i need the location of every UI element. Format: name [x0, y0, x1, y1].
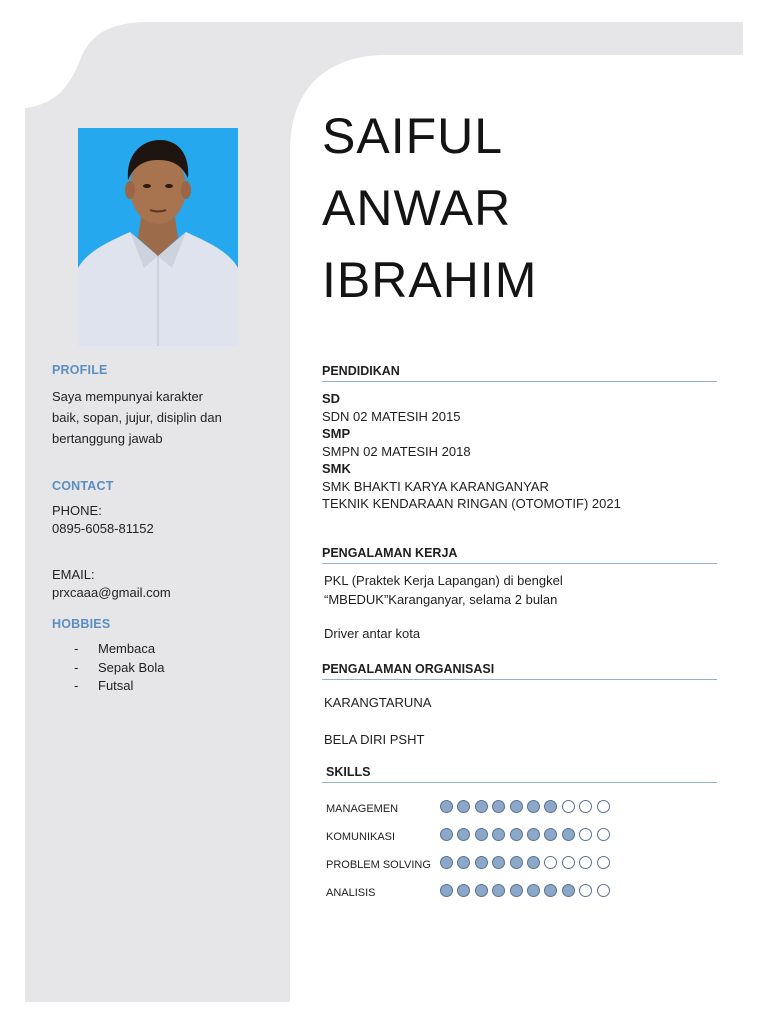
list-item: - Membaca: [74, 640, 165, 659]
hobbies-heading: HOBBIES: [52, 617, 111, 631]
experience-line: “MBEDUK”Karanganyar, selama 2 bulan: [324, 591, 558, 607]
rating-dot-empty: [597, 884, 610, 897]
education-level: SMK: [322, 461, 351, 476]
skill-label: ANALISIS: [326, 887, 376, 899]
rating-dot-filled: [457, 800, 470, 813]
phone-number: 0895-6058-81152: [52, 521, 154, 536]
rating-dot-empty: [562, 800, 575, 813]
rating-dot-filled: [475, 856, 488, 869]
email-label: EMAIL:: [52, 567, 95, 582]
rating-dot-filled: [527, 856, 540, 869]
rating-dot-filled: [457, 828, 470, 841]
rating-dot-filled: [562, 828, 575, 841]
rating-dot-filled: [440, 828, 453, 841]
rating-dot-filled: [510, 884, 523, 897]
organization-item: KARANGTARUNA: [324, 695, 432, 710]
rating-dot-empty: [562, 856, 575, 869]
profile-line: bertanggung jawab: [52, 431, 163, 446]
person-name: [322, 100, 742, 316]
skill-label: PROBLEM SOLVING: [326, 859, 431, 871]
name-line: IBRAHIM: [322, 252, 538, 308]
contact-heading: CONTACT: [52, 479, 114, 493]
skill-row: [326, 856, 636, 878]
phone-block: [52, 502, 154, 538]
organization-item: BELA DIRI PSHT: [324, 732, 425, 747]
education-school: SMK BHAKTI KARYA KARANGANYAR: [322, 478, 549, 494]
profile-line: Saya mempunyai karakter: [52, 389, 204, 404]
hobby-label: Membaca: [98, 641, 156, 656]
profile-line: baik, sopan, jujur, disiplin dan: [52, 410, 222, 425]
education-heading: PENDIDIKAN: [322, 364, 717, 382]
education-school: SMPN 02 MATESIH 2018: [322, 443, 471, 459]
rating-dot-filled: [440, 800, 453, 813]
rating-dot-filled: [527, 884, 540, 897]
skill-label: KOMUNIKASI: [326, 831, 396, 843]
skill-rating: [440, 856, 614, 869]
rating-dot-filled: [544, 884, 557, 897]
rating-dot-filled: [492, 856, 505, 869]
rating-dot-empty: [579, 856, 592, 869]
rating-dot-filled: [440, 884, 453, 897]
rating-dot-empty: [597, 856, 610, 869]
rating-dot-filled: [510, 856, 523, 869]
education-school: SDN 02 MATESIH 2015: [322, 408, 461, 424]
rating-dot-filled: [457, 856, 470, 869]
rating-dot-filled: [475, 828, 488, 841]
skill-row: [326, 828, 636, 850]
education-level: SD: [322, 391, 341, 406]
profile-heading: PROFILE: [52, 363, 108, 377]
name-line: SAIFUL: [322, 108, 504, 164]
rating-dot-filled: [510, 800, 523, 813]
rating-dot-filled: [544, 828, 557, 841]
rating-dot-filled: [492, 800, 505, 813]
profile-text: [52, 386, 222, 449]
education-level: SMP: [322, 426, 351, 441]
rating-dot-empty: [579, 884, 592, 897]
skill-rating: [440, 800, 614, 813]
email-address: prxcaaa@gmail.com: [52, 585, 171, 600]
rating-dot-empty: [544, 856, 557, 869]
rating-dot-filled: [475, 884, 488, 897]
rating-dot-filled: [527, 828, 540, 841]
phone-label: PHONE:: [52, 503, 102, 518]
hobby-label: Sepak Bola: [98, 659, 165, 675]
rating-dot-filled: [457, 884, 470, 897]
list-item: - Sepak Bola: [74, 659, 165, 678]
skill-row: [326, 800, 636, 822]
rating-dot-empty: [597, 800, 610, 813]
rating-dot-filled: [492, 828, 505, 841]
name-line: ANWAR: [322, 180, 512, 236]
rating-dot-filled: [475, 800, 488, 813]
education-list: [322, 390, 621, 513]
experience-text: [324, 572, 563, 609]
rating-dot-filled: [544, 800, 557, 813]
experience-heading: PENGALAMAN KERJA: [322, 546, 717, 564]
rating-dot-filled: [527, 800, 540, 813]
email-block: [52, 566, 171, 602]
list-item: - Futsal: [74, 677, 165, 696]
rating-dot-empty: [579, 800, 592, 813]
skills-heading: SKILLS: [322, 765, 717, 783]
experience-line: PKL (Praktek Kerja Lapangan) di bengkel: [324, 573, 563, 588]
organization-heading: PENGALAMAN ORGANISASI: [322, 662, 717, 680]
rating-dot-empty: [579, 828, 592, 841]
rating-dot-filled: [440, 856, 453, 869]
rating-dot-filled: [562, 884, 575, 897]
skill-rating: [440, 828, 614, 841]
skill-row: [326, 884, 636, 906]
skill-rating: [440, 884, 614, 897]
profile-photo: [78, 128, 238, 346]
education-major: TEKNIK KENDARAAN RINGAN (OTOMOTIF) 2021: [322, 496, 621, 511]
hobby-label: Futsal: [98, 678, 134, 693]
rating-dot-empty: [597, 828, 610, 841]
skill-label: MANAGEMEN: [326, 803, 399, 815]
hobbies-list: [74, 640, 165, 696]
rating-dot-filled: [510, 828, 523, 841]
experience-item: Driver antar kota: [324, 626, 421, 641]
rating-dot-filled: [492, 884, 505, 897]
